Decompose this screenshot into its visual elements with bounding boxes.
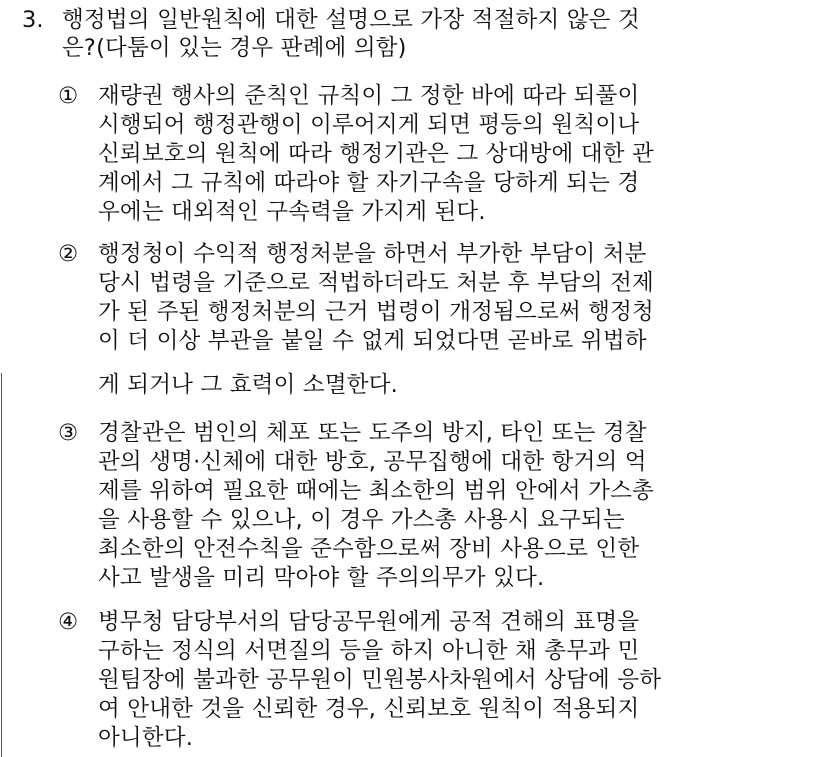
option-text-line: 행정청이 수익적 행정처분을 하면서 부가한 부담이 처분 <box>98 241 647 267</box>
option-text-line: 우에는 대외적인 구속력을 가지게 된다. <box>98 199 486 225</box>
question-number: 3. <box>22 7 44 33</box>
question-text-line: 은?(다툼이 있는 경우 판례에 의함) <box>62 35 407 61</box>
option-marker: ① <box>58 83 79 109</box>
option-text-line: 당시 법령을 기준으로 적법하더라도 처분 후 부담의 전제 <box>98 270 654 296</box>
option-marker: ③ <box>58 420 79 446</box>
question-text-line: 행정법의 일반원칙에 대한 설명으로 가장 적절하지 않은 것 <box>62 7 640 33</box>
option-text-line: 아니한다. <box>98 725 194 751</box>
option-text-line: 최소한의 안전수칙을 준수함으로써 장비 사용으로 인한 <box>98 536 640 562</box>
option-text-line: 관의 생명·신체에 대한 방호, 공무집행에 대한 항거의 억 <box>98 449 647 475</box>
option-text-line: 병무청 담당부서의 담당공무원에게 공적 견해의 표명을 <box>98 609 640 635</box>
option-text-line: 원팀장에 불과한 공무원이 민원봉사차원에서 상담에 응하 <box>98 667 662 693</box>
option-text-line: 시행되어 행정관행이 이루어지게 되면 평등의 원칙이나 <box>98 112 640 138</box>
option-text-line: 이 더 이상 부관을 붙일 수 없게 되었다면 곧바로 위법하 <box>98 328 647 354</box>
option-text-line: 구하는 정식의 서면질의 등을 하지 아니한 채 총무과 민 <box>98 638 640 664</box>
option-text-line: 을 사용할 수 있으나, 이 경우 가스총 사용시 요구되는 <box>98 507 625 533</box>
option-text-line: 신뢰보호의 원칙에 따라 행정기관은 그 상대방에 대한 관 <box>98 141 654 167</box>
option-text-line: 재량권 행사의 준칙인 규칙이 그 정한 바에 따라 되풀이 <box>98 83 640 109</box>
left-border-rule <box>1 373 2 757</box>
option-text-line: 가 된 주된 행정처분의 근거 법령이 개정됨으로써 행정청 <box>98 299 654 325</box>
option-text-line: 여 안내한 것을 신뢰한 경우, 신뢰보호 원칙이 적용되지 <box>98 696 640 722</box>
option-marker: ④ <box>58 609 79 635</box>
option-text-line: 경찰관은 범인의 체포 또는 도주의 방지, 타인 또는 경찰 <box>98 420 647 446</box>
option-text-line: 계에서 그 규칙에 따라야 할 자기구속을 당하게 되는 경 <box>98 170 640 196</box>
option-text-line: 게 되거나 그 효력이 소멸한다. <box>98 372 398 398</box>
option-text-line: 제를 위하여 필요한 때에는 최소한의 범위 안에서 가스총 <box>98 478 654 504</box>
option-marker: ② <box>58 241 79 267</box>
option-text-line: 사고 발생을 미리 막아야 할 주의의무가 있다. <box>98 565 545 591</box>
